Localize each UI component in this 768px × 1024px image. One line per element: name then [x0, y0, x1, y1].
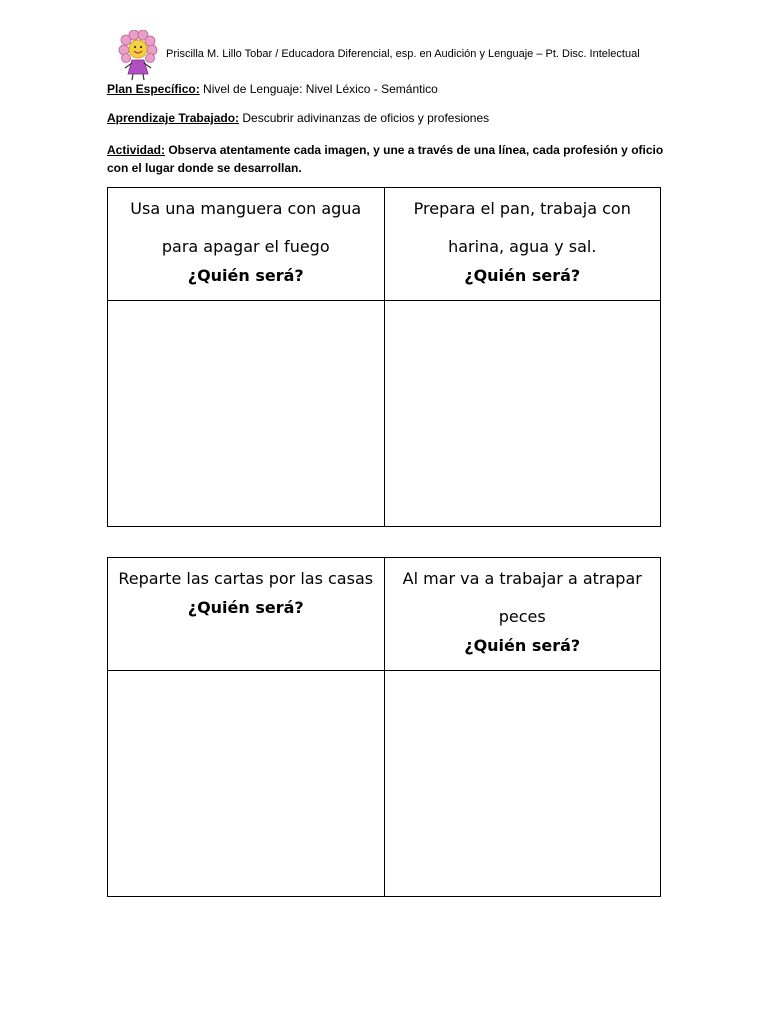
riddle-table-2: [107, 557, 661, 897]
riddle-text: para apagar el fuego: [161, 237, 330, 256]
riddle-cell-fisherman: [384, 558, 661, 671]
riddle-text: harina, agua y sal.: [448, 237, 597, 256]
plan-value: Nivel de Lenguaje: Nivel Léxico - Semántico: [199, 82, 438, 96]
answer-area[interactable]: [108, 671, 385, 897]
learning-value: Descubrir adivinanzas de oficios y profesiones: [239, 111, 490, 125]
riddle-text: peces: [498, 607, 546, 626]
activity-value: Observa atentamente cada imagen, y une a través de una línea, cada profesión y oficio con el lugar donde se desarrollan.: [107, 143, 664, 175]
girl-flower-hair-icon: [118, 30, 158, 82]
riddle-question: ¿Quién será?: [464, 636, 581, 655]
page-header: [118, 30, 678, 82]
answer-area[interactable]: [108, 301, 385, 527]
activity-line: [107, 141, 667, 177]
riddle-question: ¿Quién será?: [187, 598, 304, 617]
riddle-text: Reparte las cartas por las casas: [118, 569, 374, 588]
answer-area[interactable]: [384, 671, 661, 897]
plan-label: Plan Específico:: [107, 82, 200, 96]
learning-line: [107, 111, 489, 125]
riddle-text: Al mar va a trabajar a atrapar: [402, 569, 642, 588]
riddle-cell-firefighter: [108, 188, 385, 301]
riddle-cell-mail-carrier: [108, 558, 385, 671]
answer-area[interactable]: [384, 301, 661, 527]
riddle-question: ¿Quién será?: [187, 266, 304, 285]
riddle-table-1: [107, 187, 661, 527]
riddle-text: Usa una manguera con agua: [130, 199, 362, 218]
plan-line: [107, 82, 438, 96]
learning-label: Aprendizaje Trabajado:: [107, 111, 240, 125]
riddle-cell-baker: [384, 188, 661, 301]
riddle-question: ¿Quién será?: [464, 266, 581, 285]
author-line: Priscilla M. Lillo Tobar / Educadora Diferencial, esp. en Audición y Lenguaje – Pt. Disc. Intelectual: [166, 48, 640, 60]
riddle-text: Prepara el pan, trabaja con: [413, 199, 631, 218]
activity-label: Actividad:: [107, 143, 166, 157]
